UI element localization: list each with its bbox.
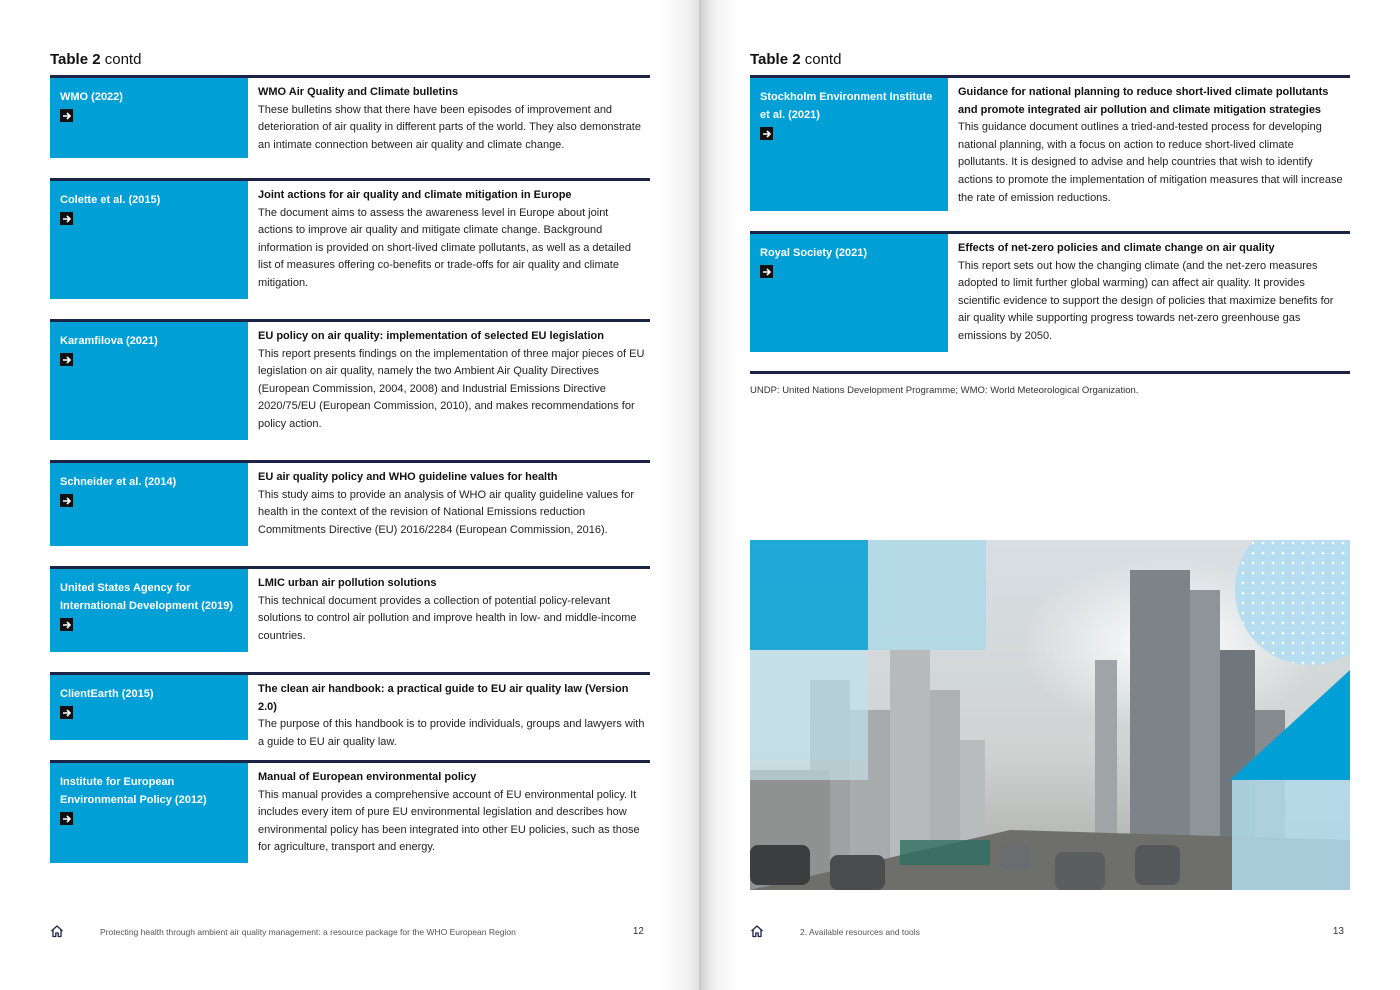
- table-bottom-rule: [750, 371, 1350, 374]
- resource-description: The document aims to assess the awareness level in Europe about joint actions to improve air quality and mitigate climate change. Background information is provided on short-lived climate pollutants, as well as a detailed list of measures offering co-benefits or trade-offs for air quality and climate mitigation.: [258, 206, 631, 289]
- reference-link[interactable]: Colette et al. (2015): [60, 194, 161, 206]
- table-row: [50, 75, 650, 158]
- arrow-right-icon[interactable]: [60, 494, 73, 507]
- table-row: [750, 75, 1350, 211]
- resource-title: Effects of net-zero policies and climate change on air quality: [958, 242, 1275, 254]
- reference-cell: [50, 78, 248, 158]
- page-footer: [750, 924, 1350, 944]
- reference-cell: [50, 675, 248, 740]
- reference-link[interactable]: WMO (2022): [60, 91, 123, 103]
- footer-title: 2. Available resources and tools: [800, 927, 920, 937]
- description-cell: [258, 575, 646, 645]
- resource-title: The clean air handbook: a practical guide to EU air quality law (Version 2.0): [258, 683, 629, 713]
- table-row: [750, 231, 1350, 352]
- page-number: 12: [632, 926, 644, 937]
- reference-cell: [750, 78, 948, 211]
- page-number: 13: [1332, 926, 1344, 937]
- table-row: [50, 566, 650, 652]
- resource-description: This guidance document outlines a tried-and-tested process for developing national planning, with a focus on action to reduce short-lived climate pollutants. It is designed to advise and help countries that wish to identify actions to promote the implementation of mitigation measures that will increase the rate of emission reductions.: [958, 121, 1343, 204]
- reference-cell: [750, 234, 948, 352]
- table-row: [50, 460, 650, 546]
- description-cell: [258, 187, 646, 293]
- arrow-right-icon[interactable]: [60, 212, 73, 225]
- reference-cell: [50, 181, 248, 299]
- resource-title: EU policy on air quality: implementation of selected EU legislation: [258, 330, 604, 342]
- arrow-right-icon[interactable]: [60, 109, 73, 122]
- table-title: Table 2 contd: [50, 51, 142, 68]
- arrow-right-icon[interactable]: [60, 706, 73, 719]
- reference-link[interactable]: Institute for European Environmental Policy (2012): [60, 776, 207, 806]
- table-row: [50, 760, 650, 863]
- arrow-right-icon[interactable]: [760, 265, 773, 278]
- description-cell: [958, 84, 1346, 207]
- arrow-right-icon[interactable]: [60, 812, 73, 825]
- table-title: Table 2 contd: [750, 51, 842, 68]
- footer-title: Protecting health through ambient air quality management: a resource package for the WHO European Region: [100, 927, 516, 937]
- reference-cell: [50, 463, 248, 546]
- table-row: [50, 178, 650, 299]
- reference-link[interactable]: Karamfilova (2021): [60, 335, 158, 347]
- description-cell: [258, 469, 646, 539]
- resource-description: This manual provides a comprehensive account of EU environmental policy. It includes every item of pure EU environmental legislation and describes how environmental policy has been integrated into other EU policies, such as those for agriculture, transport and energy.: [258, 788, 640, 854]
- resource-description: These bulletins show that there have been episodes of improvement and deterioration of air quality in different parts of the world. They also demonstrate an intimate connection between air quality and climate change.: [258, 103, 641, 151]
- spine-line: [699, 0, 701, 990]
- resource-description: The purpose of this handbook is to provide individuals, groups and lawyers with a guide to EU air quality law.: [258, 718, 645, 748]
- resource-title: EU air quality policy and WHO guideline values for health: [258, 471, 558, 483]
- city-smog-photo: [750, 540, 1350, 890]
- reference-cell: [50, 569, 248, 652]
- resource-description: This report presents findings on the implementation of three major pieces of EU legislation on air quality, namely the two Ambient Air Quality Directives (European Commission, 2004, 2008) and Industrial Emissions Directive 2020/75/EU (European Commission, 2010), and makes recommendations for policy action.: [258, 347, 645, 430]
- resource-description: This technical document provides a collection of potential policy-relevant solutions to control air pollution and improve health in low- and middle-income countries.: [258, 594, 637, 642]
- arrow-right-icon[interactable]: [60, 353, 73, 366]
- resource-title: WMO Air Quality and Climate bulletins: [258, 86, 459, 98]
- reference-link[interactable]: United States Agency for International Development (2019): [60, 582, 233, 612]
- home-icon[interactable]: [50, 924, 64, 938]
- reference-link[interactable]: ClientEarth (2015): [60, 688, 154, 700]
- description-cell: [258, 681, 646, 751]
- description-cell: [958, 240, 1346, 346]
- arrow-right-icon[interactable]: [760, 127, 773, 140]
- resource-title: Manual of European environmental policy: [258, 771, 477, 783]
- arrow-right-icon[interactable]: [60, 618, 73, 631]
- description-cell: [258, 84, 646, 154]
- reference-link[interactable]: Royal Society (2021): [760, 247, 867, 259]
- table-footnote: UNDP: United Nations Development Programme; WMO: World Meteorological Organization.: [750, 385, 1139, 396]
- reference-link[interactable]: Stockholm Environment Institute et al. (2021): [760, 91, 933, 121]
- home-icon[interactable]: [750, 924, 764, 938]
- description-cell: [258, 769, 646, 857]
- right-page: [700, 0, 1400, 990]
- resource-description: This study aims to provide an analysis of WHO air quality guideline values for health in the context of the revision of National Emissions reduction Commitments Directive (EU) 2016/2284 (European Commission, 2016).: [258, 488, 635, 536]
- description-cell: [258, 328, 646, 434]
- reference-cell: [50, 763, 248, 863]
- page-footer: [50, 924, 650, 944]
- table-row: [50, 319, 650, 440]
- resource-title: LMIC urban air pollution solutions: [258, 577, 437, 589]
- resource-title: Guidance for national planning to reduce short-lived climate pollutants and promote integrated air pollution and climate mitigation strategies: [958, 86, 1329, 116]
- resource-description: This report sets out how the changing climate (and the net-zero measures adopted to limit further global warming) can affect air quality. It provides scientific evidence to support the design of policies that maximize benefits for air quality while supporting progress towards net-zero greenhouse gas emissions by 2050.: [958, 259, 1334, 342]
- resource-title: Joint actions for air quality and climate mitigation in Europe: [258, 189, 572, 201]
- table-row: [50, 672, 650, 748]
- reference-link[interactable]: Schneider et al. (2014): [60, 476, 177, 488]
- reference-cell: [50, 322, 248, 440]
